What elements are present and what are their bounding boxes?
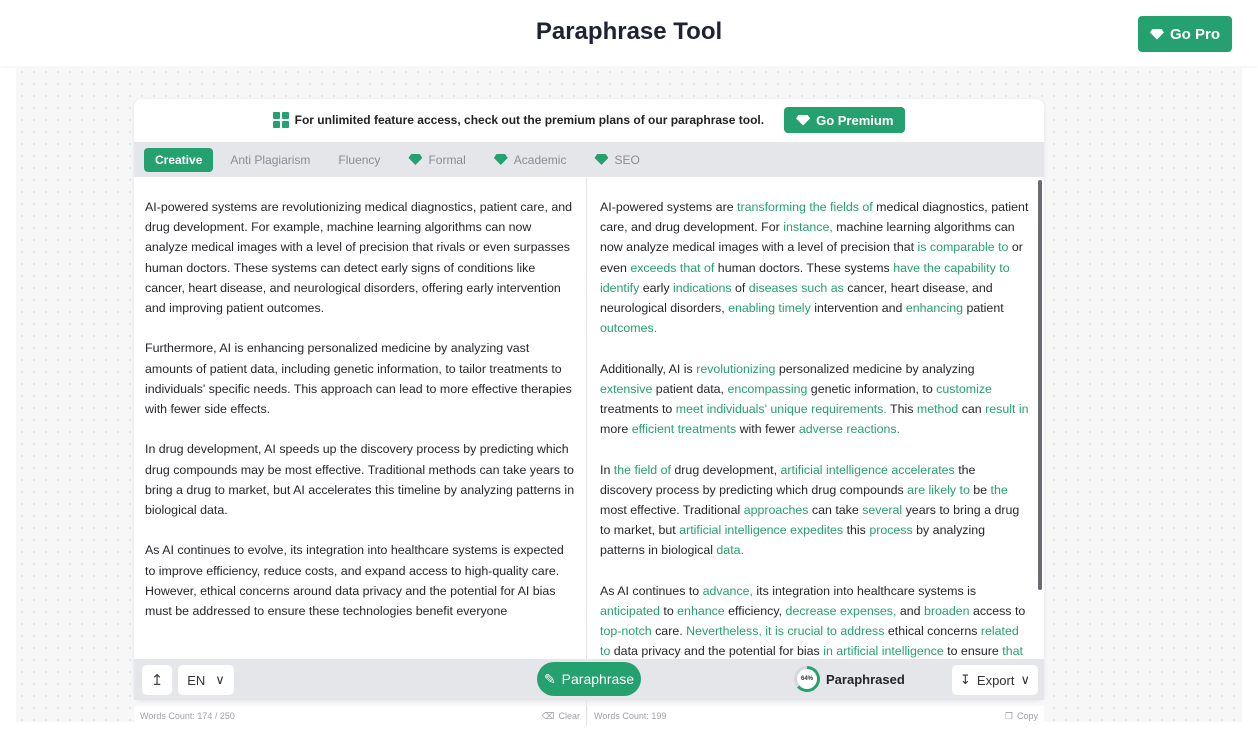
output-footer [588,706,1044,726]
unchanged-text: treatments to [600,402,676,417]
tab-academic[interactable]: Academic [483,148,578,172]
changed-phrase[interactable]: approaches [743,503,809,518]
changed-phrase[interactable]: exceeds that of [630,260,715,275]
unchanged-text: human doctors. These systems [714,260,894,275]
changed-phrase[interactable]: decrease expenses, [785,604,897,619]
unchanged-text: years to bring a drug to market, but [600,503,1020,538]
unchanged-text: to ensure [943,644,1003,659]
pencil-icon: ✎ [543,670,556,687]
input-paragraph: Furthermore, AI is enhancing personalized medicine by analyzing vast amounts of patient data, including genetic information, to tailor treatments to individuals' specific needs. This approach can lead to more effective therapies with fewer side effects. [145,341,572,417]
unchanged-text: or even [600,240,1023,275]
eraser-icon: ⌫ [541,710,555,721]
unchanged-text: medical diagnostics, patient care, and drug development. For [600,200,1029,235]
unchanged-text: Additionally, AI is [600,361,697,376]
unchanged-text: efficiency, [724,604,786,619]
changed-phrase[interactable]: the [990,482,1008,497]
output-paragraph [600,460,1030,561]
paraphrase-button[interactable] [537,662,641,696]
input-paragraph: AI-powered systems are revolutionizing medical diagnostics, patient care, and drug development. For example, machine learning algorithms can now analyze medical images with a level of precision that rivals or even surpasses human doctors. These systems can detect early signs of conditions like cancer, heart disease, and neurological disorders, offering early intervention and improving patient outcomes. [145,200,573,316]
changed-phrase[interactable]: process [869,523,913,538]
output-paragraph [600,359,1030,440]
changed-phrase[interactable]: revolutionizing [696,361,776,376]
changed-phrase[interactable]: top-notch [600,624,652,639]
unchanged-text: patient [963,301,1004,316]
unchanged-text: of [731,280,749,295]
unchanged-text: more [600,422,632,437]
changed-phrase[interactable]: artificial intelligence accelerates [780,462,955,477]
unchanged-text: care. [651,624,687,639]
changed-phrase[interactable]: enabling timely [728,301,811,316]
unchanged-text: can [958,402,986,417]
unchanged-text: its integration into healthcare systems is [752,583,977,598]
unchanged-text: cancer, heart disease, and neurological disorders, [600,280,993,316]
unchanged-text: access to [969,604,1026,619]
unchanged-text: early [639,280,674,295]
changed-phrase[interactable]: in artificial intelligence [823,644,944,659]
unchanged-text: this [843,523,870,538]
paraphrase-label: Paraphrase [561,671,635,687]
status-label: Paraphrased [826,671,905,687]
changed-phrase[interactable]: that [1002,644,1023,659]
go-pro-button[interactable] [1138,16,1232,52]
diamond-icon [494,154,508,165]
unchanged-text: patient data, [652,381,728,396]
changed-phrase[interactable]: broaden [924,604,970,619]
paraphrased-status [794,664,905,694]
diamond-icon [796,115,810,126]
output-pane [588,178,1044,726]
unchanged-text: genetic information, to [807,381,937,396]
copy-button[interactable]: ❐ Copy [1004,710,1038,721]
copy-icon: ❐ [1004,710,1013,721]
unchanged-text: can take [808,503,863,518]
top-bar [0,0,1258,66]
upload-icon: ↥ [150,672,164,689]
unchanged-text: ethical concerns [884,624,981,639]
unchanged-text: This [886,402,917,417]
changed-phrase[interactable]: indications [673,280,732,295]
changed-phrase[interactable]: the field of [613,462,671,477]
tab-formal[interactable]: Formal [397,148,476,172]
input-paragraph: As AI continues to evolve, its integration into healthcare systems is expected to improve efficiency, reduce costs, and expand access to high-quality care. However, ethical concerns around data privacy and the potential for AI bias must be addressed to ensure these technologies benefit everyone [145,543,564,619]
changed-phrase[interactable]: adverse reactions. [798,422,901,437]
language-select[interactable] [178,665,234,695]
unchanged-text: drug development, [670,462,781,477]
clear-button[interactable]: ⌫ Clear [541,710,580,721]
unchanged-text: As AI continues to [600,583,703,598]
changed-phrase[interactable]: are likely to [907,482,970,497]
input-footer [134,706,586,726]
changed-phrase[interactable]: enhancing [905,301,964,316]
changed-phrase[interactable]: outcomes. [600,321,658,336]
unchanged-text: to [659,604,678,619]
input-text-area[interactable] [145,197,575,641]
download-icon: ↧ [960,672,971,687]
output-scrollbar[interactable] [1038,180,1042,590]
changed-phrase[interactable]: extensive [600,381,653,396]
changed-phrase[interactable]: advance, [702,583,753,598]
progress-ring [794,666,820,692]
promo-text: For unlimited feature access, check out the premium plans of our paraphrase tool. [294,113,765,127]
unchanged-text: data privacy and the potential for bias [610,644,824,659]
unchanged-text: by analyzing patterns in biological [600,523,986,558]
unchanged-text: most effective. Traditional [600,503,744,518]
changed-phrase[interactable]: enhance [677,604,725,619]
go-premium-label: Go Premium [816,112,894,128]
changed-phrase[interactable]: Nevertheless, it is crucial to address [686,624,885,639]
diamond-icon [1150,29,1164,40]
paraphrase-card [134,99,1044,721]
language-value: EN [187,672,206,688]
go-premium-button[interactable] [784,107,905,133]
changed-phrase[interactable]: customize [936,381,992,396]
chevron-down-icon: ∨ [1020,672,1030,687]
unchanged-text: be [969,482,991,497]
changed-phrase[interactable]: efficient treatments [631,422,737,437]
grid-icon [273,112,289,128]
changed-phrase[interactable]: artificial intelligence expedites [679,523,844,538]
output-words-count: Words Count: 199 [594,711,667,721]
page-title: Paraphrase Tool [535,18,723,45]
tab-creative[interactable]: Creative [144,148,213,172]
changed-phrase[interactable]: data. [716,543,744,558]
unchanged-text: intervention and [810,301,906,316]
changed-phrase[interactable]: method [916,402,959,417]
changed-phrase[interactable]: is comparable to [917,240,1009,255]
unchanged-text: personalized medicine by analyzing [775,361,975,376]
changed-phrase[interactable]: anticipated [600,604,660,619]
unchanged-text: machine learning algorithms can now analyze medical images with a level of precision that [600,220,1015,255]
changed-phrase[interactable]: result in [985,402,1029,417]
unchanged-text: AI-powered systems are [600,200,738,214]
bottom-toolbar [134,659,1044,700]
chevron-down-icon: ∨ [215,672,225,687]
unchanged-text: with fewer [736,422,799,437]
unchanged-text: and [896,604,925,619]
input-paragraph: In drug development, AI speeds up the discovery process by predicting which drug compounds may be most effective. Traditional methods can take years to bring a drug to market, but AI accelerates this timeline by analyzing patterns in biological data. [145,442,575,518]
changed-phrase[interactable]: meet individuals' unique requirements. [675,402,887,417]
mode-tabs [134,142,1044,177]
changed-phrase[interactable]: transforming the fields of [737,200,873,214]
input-words-count: Words Count: 174 / 250 [140,711,235,721]
output-text-area [600,197,1030,702]
changed-phrase[interactable]: related to [600,624,1019,659]
go-pro-label: Go Pro [1169,25,1220,43]
input-pane[interactable] [134,178,587,726]
promo-banner [134,99,1044,141]
changed-phrase[interactable]: instance, [783,220,833,235]
unchanged-text: the discovery process by predicting which drug compounds [600,462,976,497]
tab-fluency[interactable]: Fluency [338,152,381,167]
progress-label: 64% [797,669,817,689]
diamond-icon [594,154,608,165]
unchanged-text: In [600,462,614,477]
tab-anti-plagiarism[interactable]: Anti Plagiarism [230,152,311,167]
changed-phrase[interactable]: have the capability to identify [600,260,1010,295]
output-paragraph [600,197,1030,338]
changed-phrase[interactable]: diseases such as [748,280,844,295]
changed-phrase[interactable]: encompassing [727,381,808,396]
upload-button[interactable] [142,665,172,695]
tab-seo[interactable]: SEO [583,148,650,172]
diamond-icon [408,154,422,165]
export-button[interactable]: ↧ Export ∨ [952,665,1038,695]
changed-phrase[interactable]: several [862,503,903,518]
